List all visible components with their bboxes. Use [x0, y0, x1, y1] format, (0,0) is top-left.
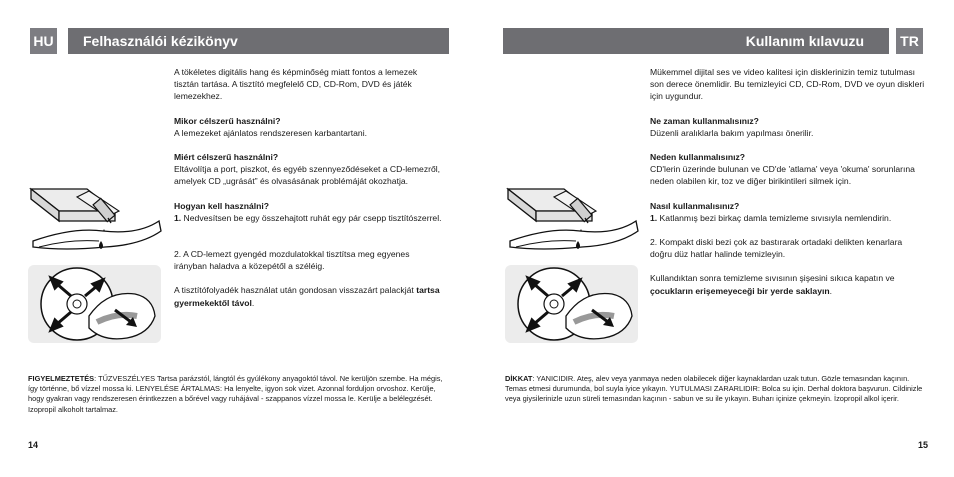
when-section: [650, 115, 925, 139]
how-question: Nasıl kullanmalısınız?: [650, 200, 740, 211]
storage-emphasis: çocukların erişemeyeceği bir yerde saklayın: [650, 285, 830, 296]
step-1-text: Katlanmış bezi birkaç damla temizleme sıvısıyla nemlendirin.: [657, 212, 892, 223]
storage-end: .: [251, 297, 255, 308]
warning-text: : TŰZVESZÉLYES Tartsa parázstól, lángtól és gyúlékony anyagoktól távol. Ne kerüljön szembe. Ha mégis, így történne, bő vízzel mossa ki. LENYELÉSE ÁRTALMAS: Ha lenyelte, igyon sok vizet. Azonnal forduljon orvoshoz. Kerülje, hogy gyakran vagy rendszeresen érintkezzen a bőrével vagy ruhájával - szappanos vízzel mossa le. Kerülje a belélegzését. Izopropil alkoholt tartalmaz.: [28, 374, 443, 414]
why-section: [174, 151, 444, 188]
why-question: Neden kullanmalısınız?: [650, 152, 746, 163]
instructions-column: [650, 66, 925, 309]
warning-text: : YANICIDIR. Ateş, alev veya yanmaya neden olabilecek diğer kaynaklardan uzak tutun. Gözle temasından kaçının. Temas etmesi durumunda, bol suyla iyice yıkayın. YUTULMASI ZARARLIDIR: Bolca su için. Derhal doktora başvurun. Cildinizle veya giysilerinizle uzun süreli temasından kaçının - sabun ve su ile yıkayın. Buharı içinize çekmeyin. İzopropil alkol içerir.: [505, 374, 923, 404]
when-answer: A lemezeket ajánlatos rendszeresen karbantartani.: [174, 127, 367, 138]
warning-paragraph: [505, 374, 923, 405]
step-2-number: 2.: [650, 237, 658, 248]
page-number: 14: [28, 440, 39, 450]
when-question: Ne zaman kullanmalısınız?: [650, 115, 759, 126]
warning-label: FIGYELMEZTETÉS: [28, 374, 95, 383]
when-answer: Düzenli aralıklarla bakım yapılması önerilir.: [650, 127, 814, 138]
step-1-text: Nedvesítsen be egy összehajtott ruhát egy pár csepp tisztítószerrel.: [181, 212, 442, 223]
warning-label: DİKKAT: [505, 374, 533, 383]
page-number: 15: [918, 440, 929, 450]
step-1-number: 1.: [650, 212, 658, 223]
step-2-text: Kompakt diski bezi çok az bastırarak ortadaki delikten kenarlara doğru düz hatlar halinde temizleyin.: [650, 237, 903, 260]
bottle-dropping-on-cloth-icon: [27, 181, 162, 262]
storage-note: [650, 272, 925, 296]
intro-text: A tökéletes digitális hang és képminőség miatt fontos a lemezek tisztán tartása. A tisztító megfelelő CD, CD-Rom, DVD és játék lemezekhez.: [174, 67, 418, 102]
language-badge: HU: [30, 28, 57, 54]
how-section: [174, 200, 444, 224]
storage-text: A tisztítófolyadék használat után gondosan visszazárt palackját: [174, 285, 417, 296]
language-badge: TR: [896, 28, 923, 54]
how-section: [650, 200, 925, 224]
manual-title: Kullanım kılavuzu: [503, 28, 889, 54]
when-section: [174, 115, 444, 139]
why-section: [650, 151, 925, 188]
storage-text: Kullandıktan sonra temizleme sıvısının şişesini sıkıca kapatın ve: [650, 273, 895, 284]
step-2: [174, 248, 444, 272]
step-2: [650, 236, 925, 260]
storage-end: .: [829, 285, 833, 296]
bottle-dropping-on-cloth-icon: [504, 181, 639, 262]
how-question: Hogyan kell használni?: [174, 200, 270, 211]
why-answer: CD'lerin üzerinde bulunan ve CD'de 'atlama' veya 'okuma' sorunlarına neden olabilen kir, toz ve diğer birikintileri silmek için.: [650, 164, 915, 187]
why-question: Miért célszerű használni?: [174, 152, 279, 163]
when-question: Mikor célszerű használni?: [174, 115, 281, 126]
manual-title: Felhasználói kézikönyv: [68, 28, 449, 54]
why-answer: Eltávolítja a port, piszkot, és egyéb szennyeződéseket a CD-lemezről, amelyek CD „ugrását” és olvasásának problémáját okozhatja.: [174, 164, 441, 187]
step-2-text: A CD-lemezt gyengéd mozdulatokkal tisztítsa meg egyenes irányban haladva a közepétől a széléig.: [174, 249, 410, 272]
step-2-number: 2.: [174, 249, 182, 260]
storage-emphasis: tartsa gyermekektől távol: [174, 285, 440, 308]
storage-note: [174, 284, 444, 308]
warning-paragraph: [28, 374, 446, 415]
step-1-number: 1.: [174, 212, 182, 223]
cd-cleaning-directions-icon: [504, 264, 639, 349]
instructions-column: [174, 66, 444, 321]
intro-text: Mükemmel dijital ses ve video kalitesi için disklerinizin temiz tutulması son derece önemlidir. Bu temizleyici CD, CD-Rom, DVD ve oyun diskleri için uygundur.: [650, 67, 925, 102]
cd-cleaning-directions-icon: [27, 264, 162, 349]
